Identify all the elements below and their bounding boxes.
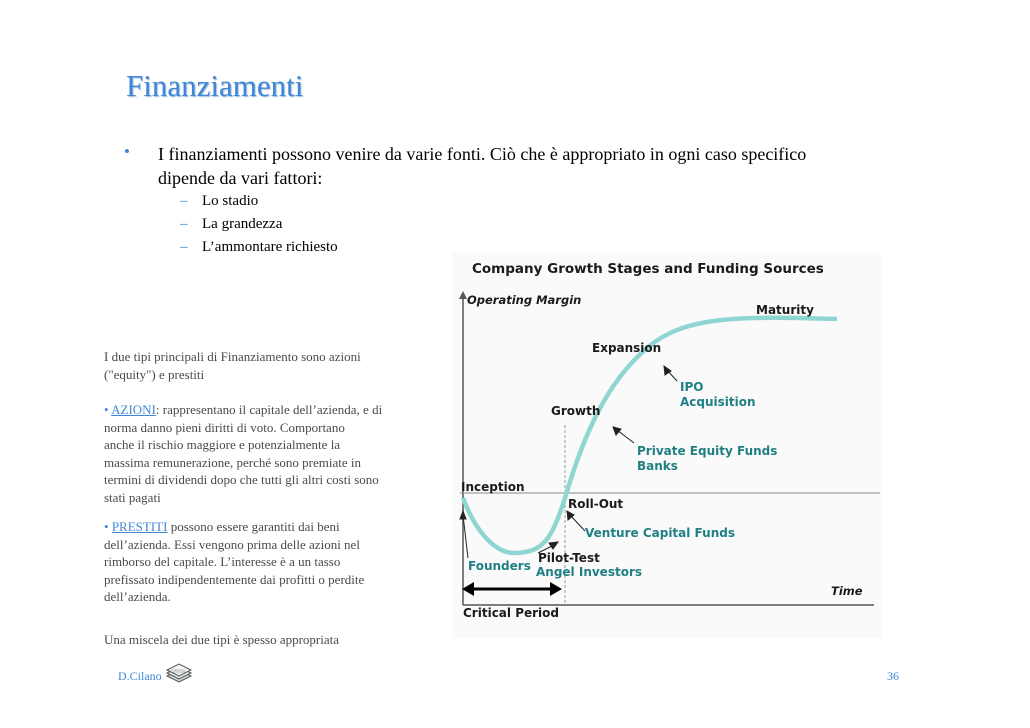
notes-line: massima remunerazione, perché sono premiate in [104,454,362,470]
factor-item [180,239,338,256]
x-axis-label: Time [831,584,863,598]
factor-label: Lo stadio [202,193,259,209]
stage-label: Growth [551,404,601,418]
dash-icon: – [180,239,188,255]
intro-line-2: dipende da vari fattori: [158,168,323,188]
notes-prestiti [104,518,434,606]
notes-line: ("equity") e prestiti [104,366,205,382]
notes-line: dell’azienda. Essi vengono prima delle azioni nel [104,536,360,552]
funding-label: Private Equity Funds [637,444,778,458]
stage-label: Roll-Out [568,497,624,511]
notes-line: I due tipi principali di Finanziamento sono azioni [104,349,361,364]
dash-icon: – [180,216,188,232]
funding-label: Angel Investors [536,565,643,579]
funding-label: Venture Capital Funds [585,526,735,540]
dash-icon: – [180,193,188,209]
notes-line: termini di dividendi dopo che tutti gli altri costi sono [104,472,379,487]
factor-label: La grandezza [202,216,283,232]
growth-chart [452,253,882,638]
bullet-icon: • [104,402,109,417]
chart-title: Company Growth Stages and Funding Sources [472,261,824,277]
notes-line: norma danno pieni diritti di voto. Comportano [104,419,345,435]
funding-label: Banks [637,459,678,473]
notes-conclusion: Una miscela dei due tipi è spesso appropriata [104,632,340,647]
stack-logo-icon [165,662,193,684]
notes-line: anche il rischio maggiore e potenzialmente la [104,437,341,452]
notes-line: prefissato indipendentemente dai profitti o perdite [104,571,365,587]
funding-label: IPO [680,380,704,394]
factor-item [180,193,258,210]
stage-label: Maturity [756,303,814,317]
stage-label: Inception [461,480,525,494]
intro-line-1: I finanziamenti possono venire da varie fonti. Ciò che è appropriato in ogni caso specifico [158,144,807,164]
stage-label: Expansion [592,341,662,355]
prestiti-line-1 [104,518,434,536]
critical-period-label: Critical Period [463,606,559,620]
bullet-icon: • [124,142,130,161]
notes-text: possono essere garantiti dai beni [167,519,340,534]
y-axis-label: Operating Margin [467,293,582,307]
azioni-link[interactable]: AZIONI [111,402,156,417]
notes-line: rimborso del capitale. L’interesse è a un tasso [104,554,341,569]
notes-azioni [104,401,434,506]
factor-item [180,216,282,233]
notes-line: stati pagati [104,489,161,505]
footer-author: D.Cilano [118,669,162,683]
notes-intro [104,348,434,383]
notes-line: dell’azienda. [104,589,171,604]
factor-label: L’ammontare richiesto [202,239,338,255]
intro-text [158,142,878,190]
azioni-line-1 [104,401,434,419]
stage-label: Pilot-Test [538,551,600,565]
notes-text: : rappresentano il capitale dell’azienda, e di [155,402,383,417]
page-number: 36 [887,669,899,683]
slide-title: Finanziamenti [126,68,304,103]
prestiti-link[interactable]: PRESTITI [111,519,168,534]
funding-label: Acquisition [680,395,756,409]
funding-label: Founders [468,559,531,573]
bullet-icon: • [104,519,109,534]
